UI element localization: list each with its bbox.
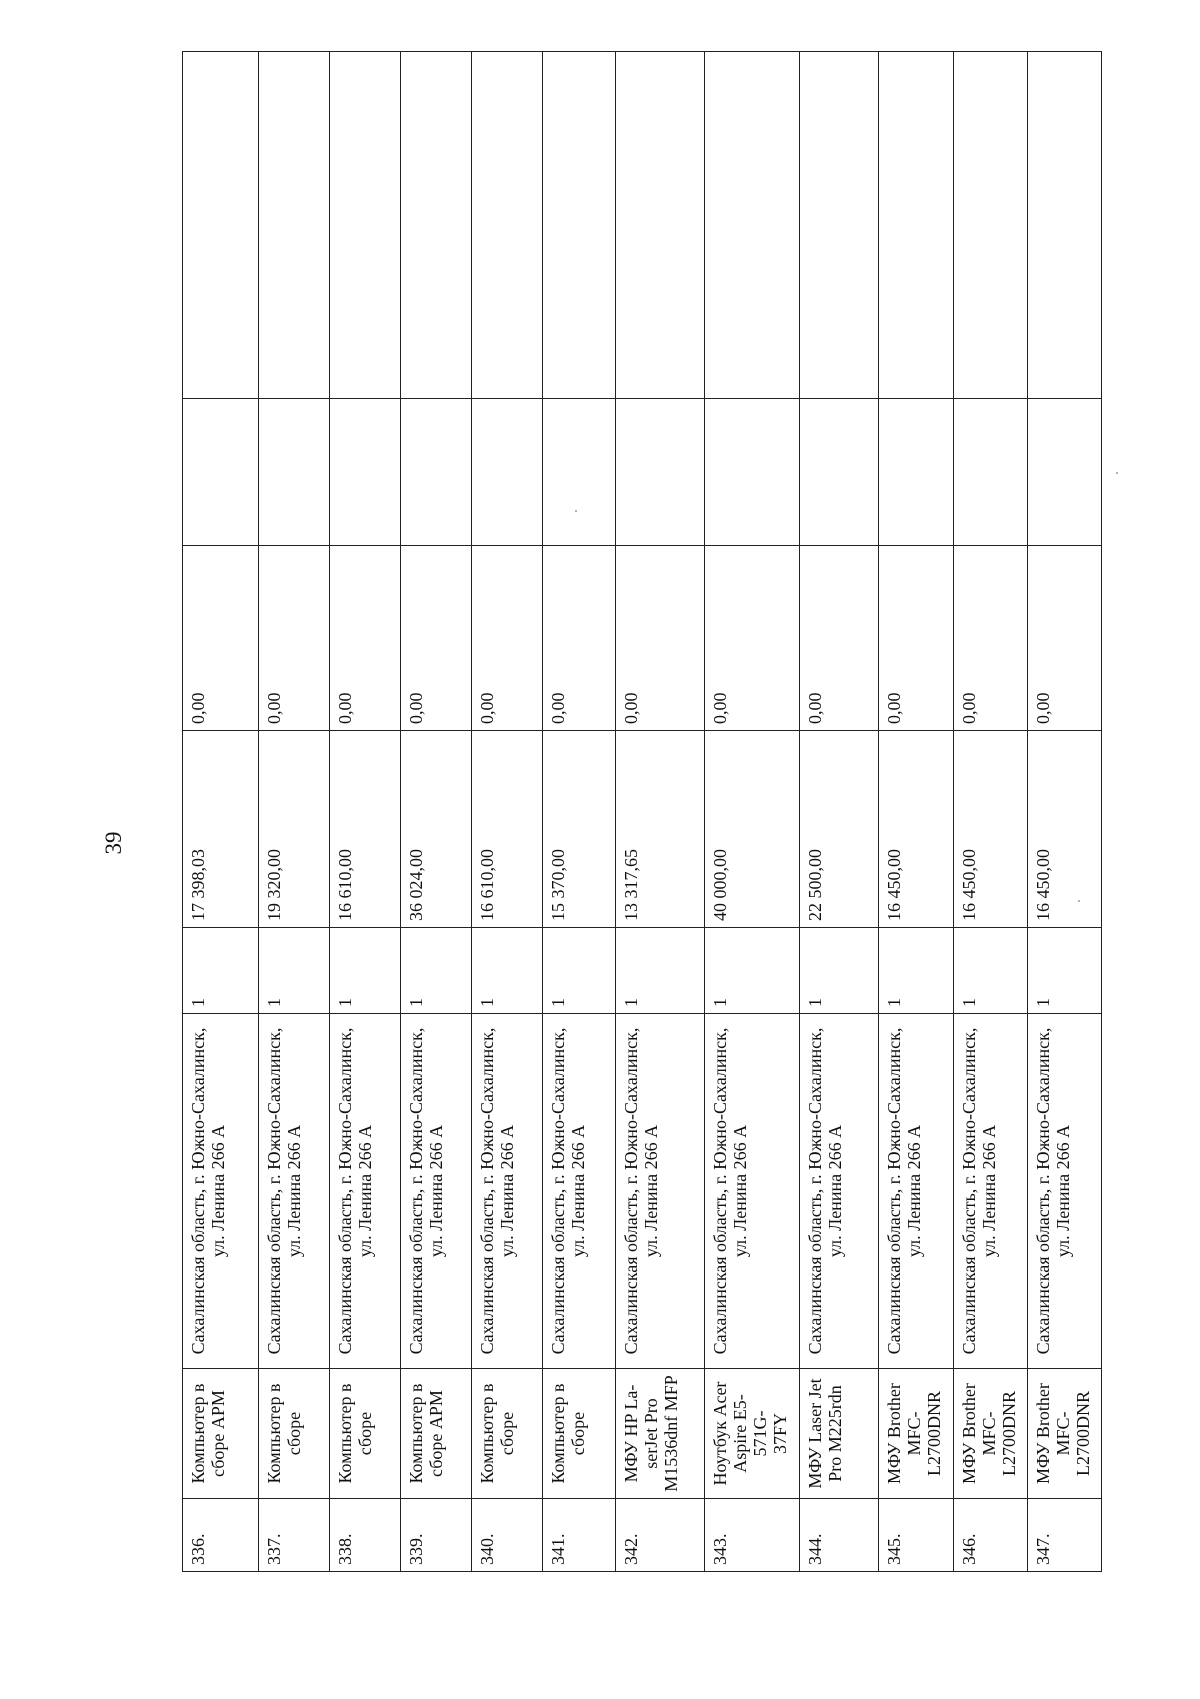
item-cost: 17 398,03 (183, 731, 259, 928)
item-residual-value: 0,00 (879, 546, 953, 731)
item-address: Сахалинская область, г. Южно-Сахалинск, ул. Ленина 266 А (800, 1014, 879, 1369)
item-name: Компьютер в сборе АРМ (183, 1369, 259, 1499)
item-residual-value: 0,00 (1027, 546, 1101, 731)
empty-cell (472, 52, 543, 399)
item-address: Сахалинская область, г. Южно-Сахалинск, ул. Ленина 266 А (953, 1014, 1027, 1369)
item-quantity: 1 (543, 928, 616, 1014)
item-name: Компьютер в сборе АРМ (401, 1369, 472, 1499)
table-row (616, 52, 705, 1572)
row-number: 341. (543, 1499, 616, 1572)
empty-cell (800, 52, 879, 399)
table-row (1027, 52, 1101, 1572)
item-name: Компьютер в сборе (330, 1369, 401, 1499)
item-residual-value: 0,00 (616, 546, 705, 731)
item-address: Сахалинская область, г. Южно-Сахалинск, ул. Ленина 266 А (705, 1014, 800, 1369)
item-name: МФУ Brother MFC-L2700DNR (879, 1369, 953, 1499)
empty-cell (1027, 399, 1101, 546)
item-name: Ноутбук Acer Aspire E5-571G- 37FY (705, 1369, 800, 1499)
item-cost: 40 000,00 (705, 731, 800, 928)
item-address: Сахалинская область, г. Южно-Сахалинск, ул. Ленина 266 А (259, 1014, 330, 1369)
item-quantity: 1 (953, 928, 1027, 1014)
empty-cell (705, 399, 800, 546)
table-row (183, 52, 259, 1572)
item-residual-value: 0,00 (705, 546, 800, 731)
item-address: Сахалинская область, г. Южно-Сахалинск, ул. Ленина 266 А (183, 1014, 259, 1369)
table-row (879, 52, 953, 1572)
empty-cell (183, 52, 259, 399)
table-row (800, 52, 879, 1572)
item-name: Компьютер в сборе (259, 1369, 330, 1499)
item-quantity: 1 (401, 928, 472, 1014)
empty-cell (879, 399, 953, 546)
empty-cell (401, 399, 472, 546)
empty-cell (953, 52, 1027, 399)
item-residual-value: 0,00 (183, 546, 259, 731)
rotated-table-container (182, 52, 1102, 1572)
item-name: МФУ HP La- serJet Pro M1536dnf MFP (616, 1369, 705, 1499)
table-row (953, 52, 1027, 1572)
empty-cell (401, 52, 472, 399)
empty-cell (259, 52, 330, 399)
row-number: 347. (1027, 1499, 1101, 1572)
item-residual-value: 0,00 (259, 546, 330, 731)
item-quantity: 1 (879, 928, 953, 1014)
row-number: 337. (259, 1499, 330, 1572)
empty-cell (705, 52, 800, 399)
item-residual-value: 0,00 (953, 546, 1027, 731)
item-name: Компьютер в сборе (472, 1369, 543, 1499)
page-number: 39 (101, 831, 126, 855)
empty-cell (183, 399, 259, 546)
row-number: 342. (616, 1499, 705, 1572)
item-address: Сахалинская область, г. Южно-Сахалинск, ул. Ленина 266 А (543, 1014, 616, 1369)
item-name: МФУ Brother MFC-L2700DNR (1027, 1369, 1101, 1499)
item-address: Сахалинская область, г. Южно-Сахалинск, ул. Ленина 266 А (401, 1014, 472, 1369)
scan-speck (1116, 472, 1118, 474)
row-number: 339. (401, 1499, 472, 1572)
item-quantity: 1 (259, 928, 330, 1014)
table-row (330, 52, 401, 1572)
item-name: МФУ Laser Jet Pro M225rdn (800, 1369, 879, 1499)
item-address: Сахалинская область, г. Южно-Сахалинск, ул. Ленина 266 А (1027, 1014, 1101, 1369)
item-quantity: 1 (472, 928, 543, 1014)
empty-cell (800, 399, 879, 546)
item-cost: 36 024,00 (401, 731, 472, 928)
item-quantity: 1 (616, 928, 705, 1014)
scan-speck (575, 510, 577, 512)
item-cost: 16 450,00 (1027, 731, 1101, 928)
item-name: Компьютер в сборе (543, 1369, 616, 1499)
row-number: 345. (879, 1499, 953, 1572)
inventory-table (182, 51, 1102, 1572)
item-address: Сахалинская область, г. Южно-Сахалинск, ул. Ленина 266 А (616, 1014, 705, 1369)
item-address: Сахалинская область, г. Южно-Сахалинск, ул. Ленина 266 А (472, 1014, 543, 1369)
table-row (401, 52, 472, 1572)
table-row (543, 52, 616, 1572)
row-number: 338. (330, 1499, 401, 1572)
item-cost: 22 500,00 (800, 731, 879, 928)
table-row (472, 52, 543, 1572)
item-residual-value: 0,00 (472, 546, 543, 731)
row-number: 336. (183, 1499, 259, 1572)
scan-speck (1078, 900, 1080, 902)
empty-cell (616, 399, 705, 546)
row-number: 346. (953, 1499, 1027, 1572)
table-body (183, 52, 1102, 1572)
item-residual-value: 0,00 (330, 546, 401, 731)
empty-cell (330, 399, 401, 546)
empty-cell (259, 399, 330, 546)
item-cost: 13 317,65 (616, 731, 705, 928)
empty-cell (330, 52, 401, 399)
item-cost: 19 320,00 (259, 731, 330, 928)
row-number: 343. (705, 1499, 800, 1572)
item-cost: 16 450,00 (879, 731, 953, 928)
empty-cell (616, 52, 705, 399)
item-quantity: 1 (1027, 928, 1101, 1014)
empty-cell (543, 52, 616, 399)
item-quantity: 1 (800, 928, 879, 1014)
item-residual-value: 0,00 (543, 546, 616, 731)
item-quantity: 1 (183, 928, 259, 1014)
item-name: МФУ Brother MFC-L2700DNR (953, 1369, 1027, 1499)
item-cost: 16 610,00 (472, 731, 543, 928)
row-number: 344. (800, 1499, 879, 1572)
item-residual-value: 0,00 (401, 546, 472, 731)
item-cost: 16 610,00 (330, 731, 401, 928)
item-cost: 16 450,00 (953, 731, 1027, 928)
empty-cell (1027, 52, 1101, 399)
item-address: Сахалинская область, г. Южно-Сахалинск, ул. Ленина 266 А (879, 1014, 953, 1369)
row-number: 340. (472, 1499, 543, 1572)
table-row (259, 52, 330, 1572)
item-quantity: 1 (705, 928, 800, 1014)
item-quantity: 1 (330, 928, 401, 1014)
empty-cell (472, 399, 543, 546)
item-residual-value: 0,00 (800, 546, 879, 731)
item-cost: 15 370,00 (543, 731, 616, 928)
table-row (705, 52, 800, 1572)
empty-cell (953, 399, 1027, 546)
empty-cell (879, 52, 953, 399)
empty-cell (543, 399, 616, 546)
item-address: Сахалинская область, г. Южно-Сахалинск, ул. Ленина 266 А (330, 1014, 401, 1369)
